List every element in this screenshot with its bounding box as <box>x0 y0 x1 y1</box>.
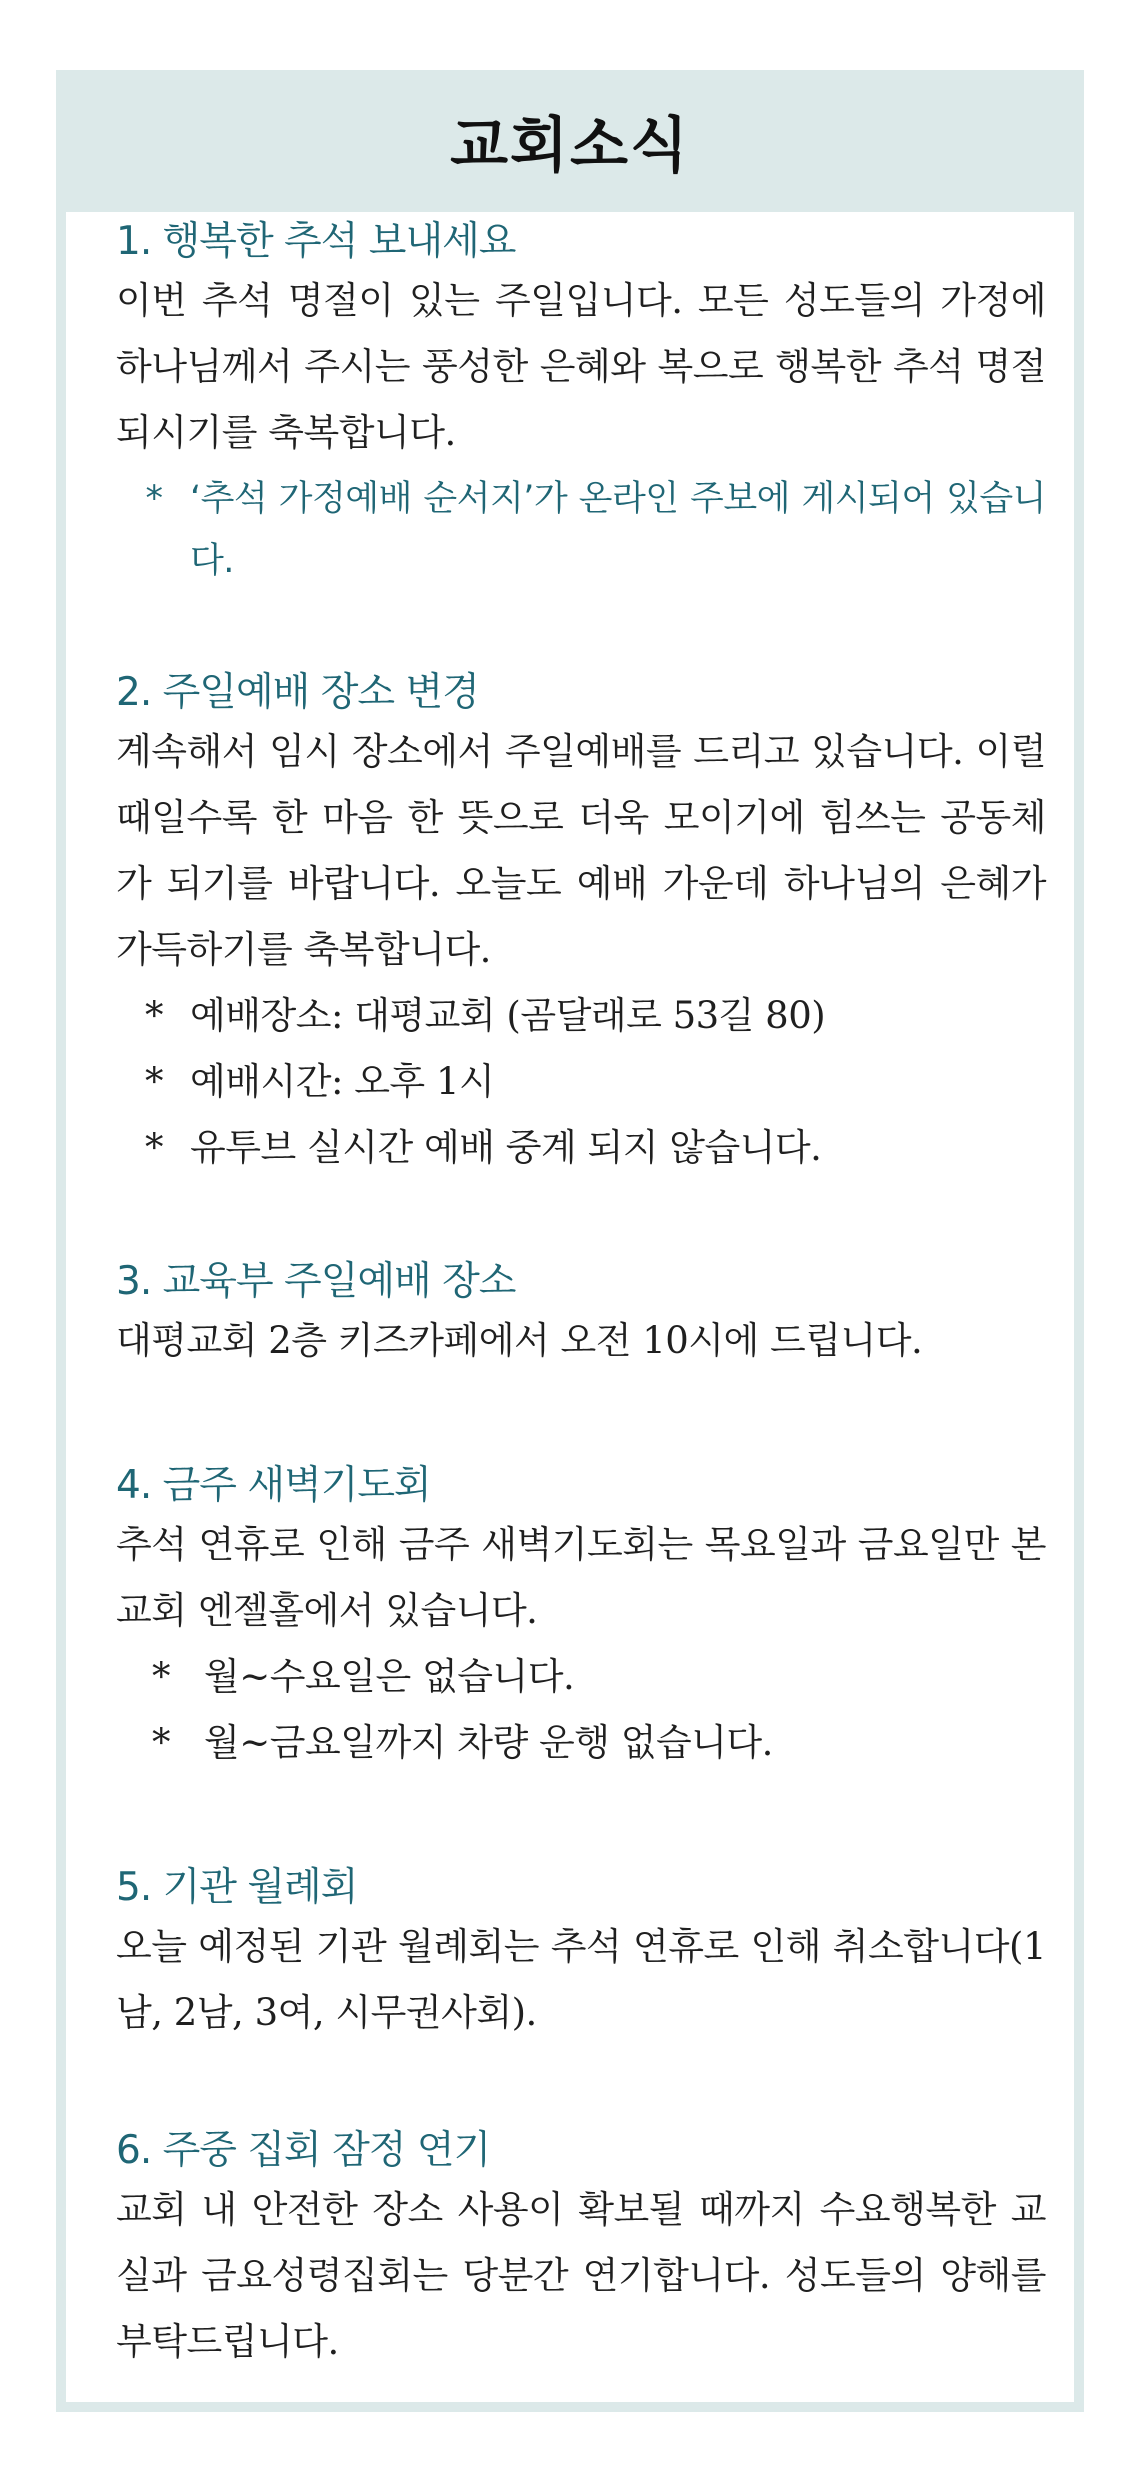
section-title: 2. 주일예배 장소 변경 <box>116 670 479 715</box>
asterisk-icon: * <box>145 1126 163 1169</box>
news-section-5 <box>116 1862 1046 2046</box>
asterisk-icon: * <box>152 1655 170 1698</box>
news-section-2 <box>116 667 1046 1181</box>
list-item <box>116 1710 1046 1776</box>
header-bar <box>56 70 1084 212</box>
news-frame <box>56 70 1084 2412</box>
note-item <box>116 468 1046 592</box>
news-section-4 <box>116 1460 1046 1776</box>
news-section-6 <box>116 2125 1046 2375</box>
news-section-1 <box>116 216 1046 592</box>
section-body: 계속해서 임시 장소에서 주일예배를 드리고 있습니다. 이럴 때일수록 한 마음 한 뜻으로 더욱 모이기에 힘쓰는 공동체가 되기를 바랍니다. 오늘도 예배 가운데 하나님의 은혜가 가득하기를 축복합니다. <box>116 730 1046 971</box>
section-title: 4. 금주 새벽기도회 <box>116 1463 431 1508</box>
list-item-text: 유투브 실시간 예배 중계 되지 않습니다. <box>190 1126 822 1169</box>
content-panel <box>66 212 1074 2402</box>
section-body: 추석 연휴로 인해 금주 새벽기도회는 목요일과 금요일만 본 교회 엔젤홀에서 있습니다. <box>116 1523 1046 1632</box>
note-text: ‘추석 가정예배 순서지’가 온라인 주보에 게시되어 있습니다. <box>190 479 1046 581</box>
list-item-text: 예배장소: 대평교회 (곰달래로 53길 80) <box>190 994 826 1037</box>
asterisk-icon: * <box>145 994 163 1037</box>
section-body: 오늘 예정된 기관 월례회는 추석 연휴로 인해 취소합니다(1남, 2남, 3여, 시무권사회). <box>116 1925 1046 2034</box>
list-item-text: 예배시간: 오후 1시 <box>190 1060 495 1103</box>
section-body: 이번 추석 명절이 있는 주일입니다. 모든 성도들의 가정에 하나님께서 주시는 풍성한 은혜와 복으로 행복한 추석 명절 되시기를 축복합니다. <box>116 279 1046 454</box>
list-item-text: 월~금요일까지 차량 운행 없습니다. <box>204 1721 773 1764</box>
asterisk-icon: * <box>145 1060 163 1103</box>
section-body: 대평교회 2층 키즈카페에서 오전 10시에 드립니다. <box>116 1319 923 1362</box>
asterisk-icon: * <box>145 479 163 519</box>
news-section-3 <box>116 1256 1046 1374</box>
page-title: 교회소식 <box>450 111 690 181</box>
section-title: 6. 주중 집회 잠정 연기 <box>116 2128 491 2173</box>
section-body: 교회 내 안전한 장소 사용이 확보될 때까지 수요행복한 교실과 금요성령집회는 당분간 연기합니다. 성도들의 양해를 부탁드립니다. <box>116 2188 1046 2363</box>
list-item <box>116 1049 1046 1115</box>
asterisk-icon: * <box>152 1721 170 1764</box>
list-item <box>116 983 1046 1049</box>
list-item-text: 월~수요일은 없습니다. <box>204 1655 575 1698</box>
list-item <box>116 1644 1046 1710</box>
section-title: 5. 기관 월례회 <box>116 1865 358 1910</box>
section-title: 1. 행복한 추석 보내세요 <box>116 219 516 264</box>
list-item <box>116 1115 1046 1181</box>
section-title: 3. 교육부 주일예배 장소 <box>116 1259 516 1304</box>
